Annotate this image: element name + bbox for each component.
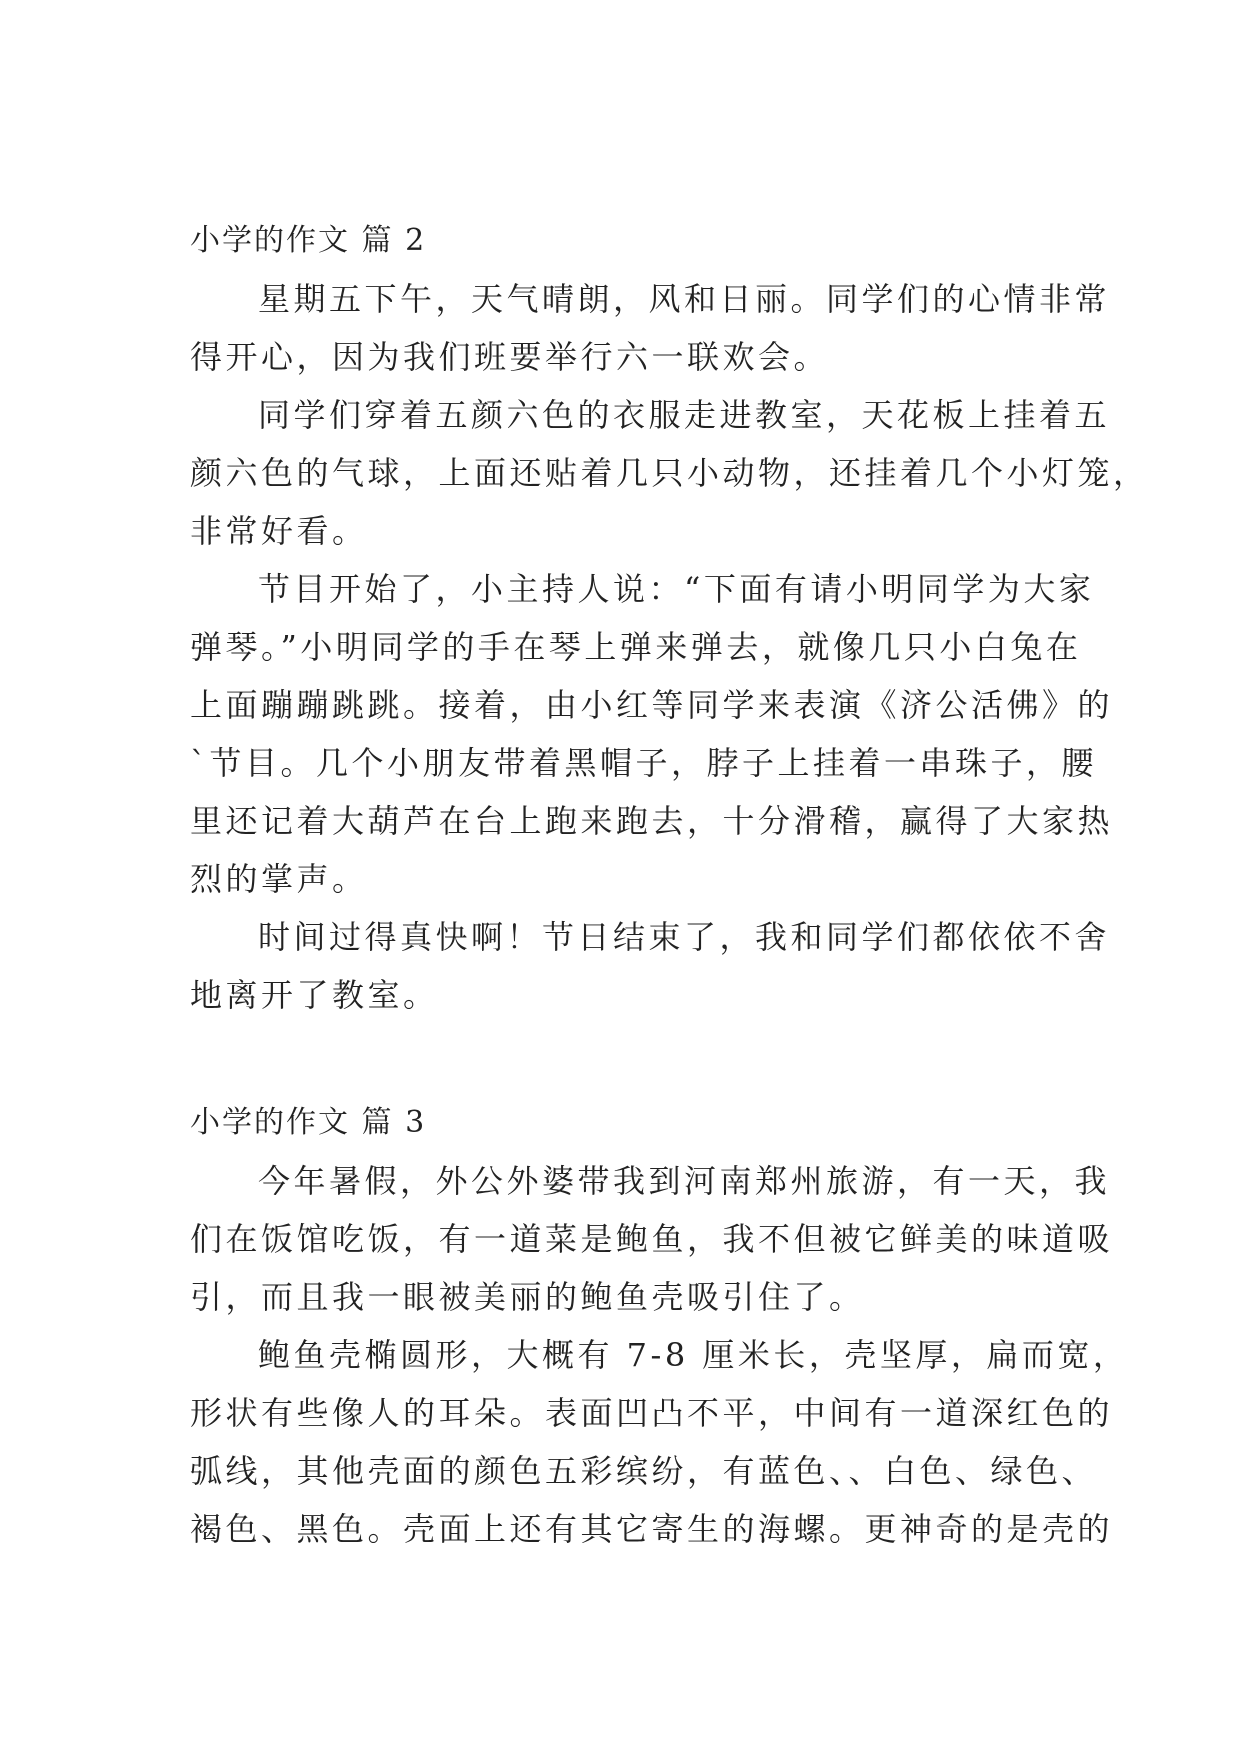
- text-line: 同学们穿着五颜六色的衣服走进教室，天花板上挂着五: [258, 396, 1111, 434]
- text-line: 得开心，因为我们班要举行六一联欢会。: [190, 338, 830, 376]
- paragraph: [190, 560, 1114, 908]
- text-line: 星期五下午，天气晴朗，风和日丽。同学们的心情非常: [258, 280, 1111, 318]
- text-line: 时间过得真快啊！节日结束了，我和同学们都依依不舍: [258, 918, 1111, 956]
- text-line: 地离开了教室。: [190, 976, 439, 1014]
- text-line: 非常好看。: [190, 512, 368, 550]
- paragraph: [190, 386, 1149, 560]
- text-line: 上面蹦蹦跳跳。接着，由小红等同学来表演《济公活佛》的: [190, 686, 1114, 724]
- text-line: 弧线，其他壳面的颜色五彩缤纷，有蓝色、、白色、绿色、: [190, 1452, 1098, 1490]
- section-title: 小学的作文 篇 2: [190, 223, 427, 258]
- essay-section-2: [190, 212, 1149, 1024]
- text-line: 褐色、黑色。壳面上还有其它寄生的海螺。更神奇的是壳的: [190, 1510, 1114, 1548]
- text-line: `节目。几个小朋友带着黑帽子，脖子上挂着一串珠子，腰: [190, 744, 1098, 782]
- text-line: 烈的掌声。: [190, 860, 368, 898]
- paragraph: [190, 1152, 1114, 1326]
- text-line: 们在饭馆吃饭，有一道菜是鲍鱼，我不但被它鲜美的味道吸: [190, 1220, 1114, 1258]
- paragraph: [190, 270, 1111, 386]
- text-line: 形状有些像人的耳朵。表面凹凸不平，中间有一道深红色的: [190, 1394, 1114, 1432]
- text-line: 引，而且我一眼被美丽的鲍鱼壳吸引住了。: [190, 1278, 865, 1316]
- text-line: 弹琴。”小明同学的手在琴上弹来弹去，就像几只小白兔在: [190, 628, 1082, 666]
- text-line: 今年暑假，外公外婆带我到河南郑州旅游，有一天，我: [258, 1162, 1111, 1200]
- paragraph: [190, 1326, 1129, 1558]
- section-title: 小学的作文 篇 3: [190, 1105, 427, 1140]
- text-line: 节目开始了，小主持人说：“下面有请小明同学为大家: [258, 570, 1095, 608]
- paragraph: [190, 908, 1111, 1024]
- text-line: 颜六色的气球，上面还贴着几只小动物，还挂着几个小灯笼，: [190, 454, 1149, 492]
- text-line: 里还记着大葫芦在台上跑来跑去，十分滑稽，赢得了大家热: [190, 802, 1114, 840]
- essay-section-3: [190, 1094, 1129, 1558]
- text-line: 鲍鱼壳椭圆形，大概有 7-8 厘米长，壳坚厚，扁而宽，: [258, 1336, 1129, 1374]
